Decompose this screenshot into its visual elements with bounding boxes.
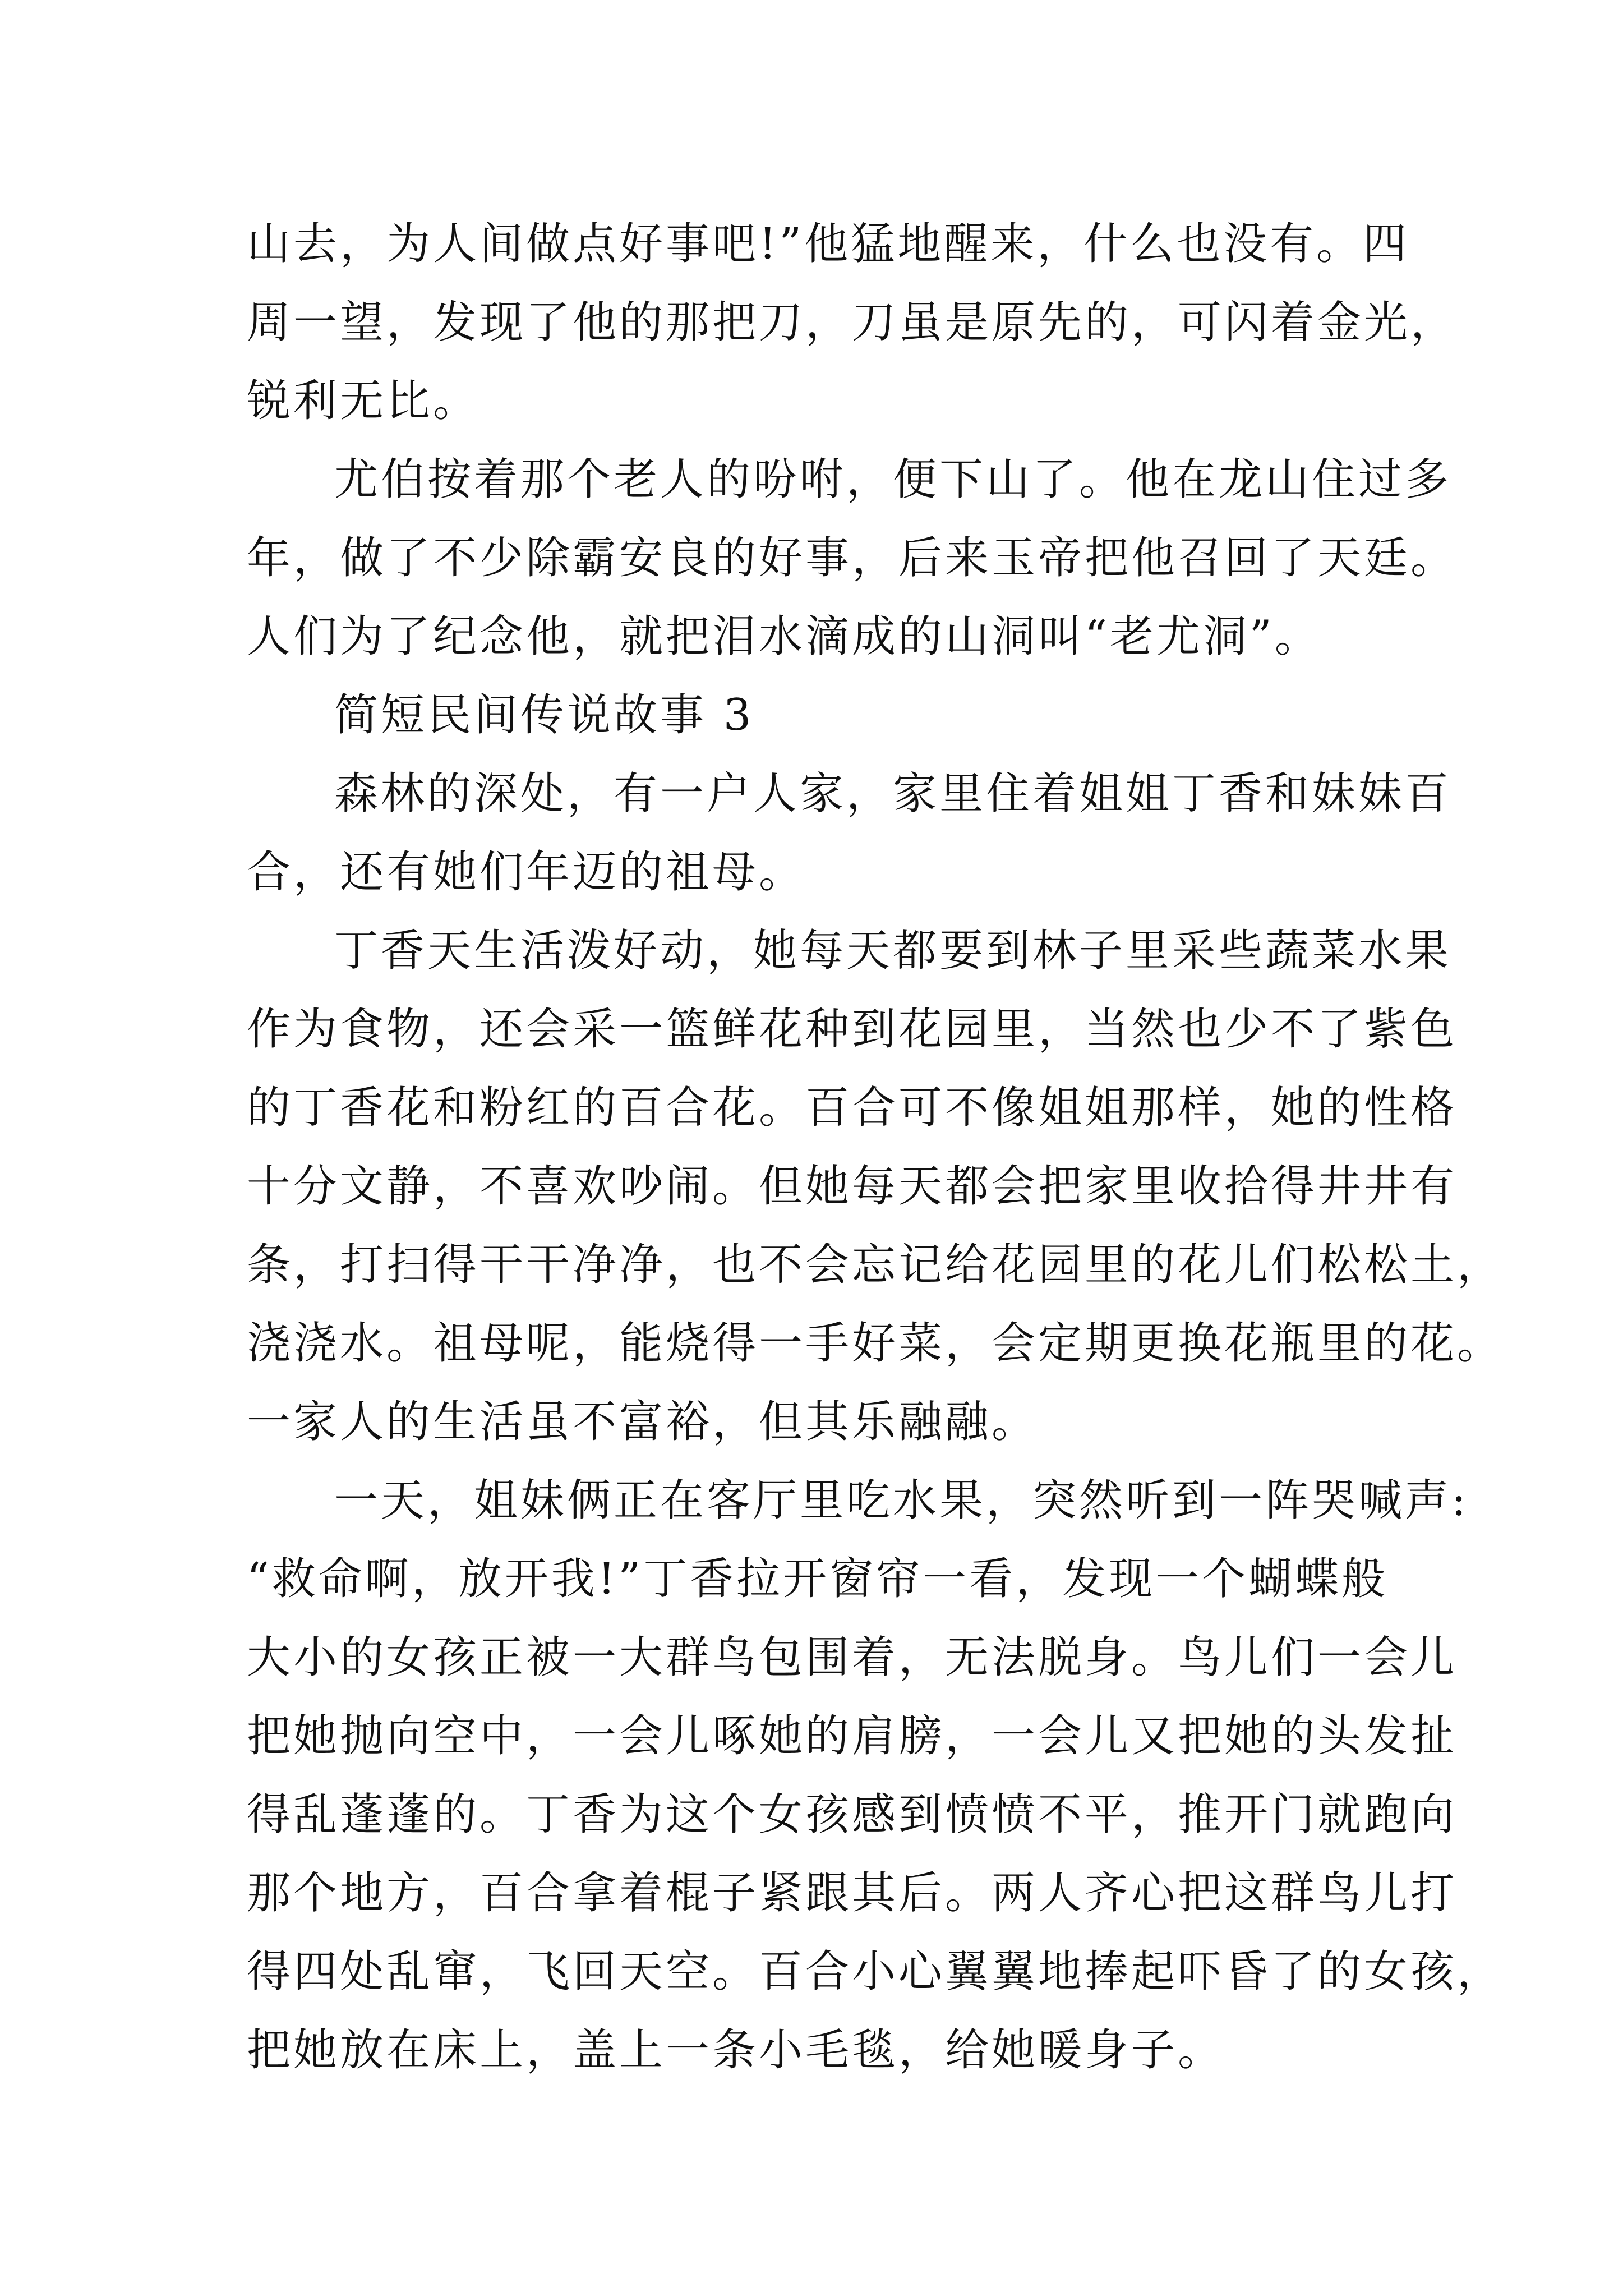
text-line: 把她抛向空中，一会儿啄她的肩膀，一会儿又把她的头发扯 <box>247 1711 1458 1761</box>
text-line: 十分文静，不喜欢吵闹。但她每天都会把家里收拾得井井有 <box>247 1161 1458 1212</box>
text-line: 那个地方，百合拿着棍子紧跟其后。两人齐心把这群鸟儿打 <box>247 1868 1458 1918</box>
section-heading: 简短民间传说故事 3 <box>334 690 754 740</box>
text-line: 合，还有她们年迈的祖母。 <box>247 847 806 898</box>
text-line: 大小的女孩正被一大群鸟包围着，无法脱身。鸟儿们一会儿 <box>247 1632 1458 1683</box>
text-line: 条，打扫得干干净净，也不会忘记给花园里的花儿们松松土， <box>247 1240 1504 1290</box>
text-line: 人们为了纪念他，就把泪水滴成的山洞叫“老尤洞”。 <box>247 611 1321 662</box>
text-line: 把她放在床上，盖上一条小毛毯，给她暖身子。 <box>247 2025 1225 2076</box>
text-line: 周一望，发现了他的那把刀，刀虽是原先的，可闪着金光， <box>247 297 1458 348</box>
text-line: 山去，为人间做点好事吧!”他猛地醒来，什么也没有。四 <box>247 219 1410 269</box>
text-line: 一家人的生活虽不富裕，但其乐融融。 <box>247 1397 1039 1447</box>
text-line: 得四处乱窜，飞回天空。百合小心翼翼地捧起吓昏了的女孩， <box>247 1947 1504 1997</box>
text-line: “救命啊，放开我!”丁香拉开窗帘一看，发现一个蝴蝶般 <box>247 1554 1389 1604</box>
text-line: 得乱蓬蓬的。丁香为这个女孩感到愤愤不平，推开门就跑向 <box>247 1789 1458 1840</box>
text-line: 锐利无比。 <box>247 376 480 426</box>
text-line: 尤伯按着那个老人的吩咐，便下山了。他在龙山住过多 <box>334 454 1452 505</box>
text-line: 作为食物，还会采一篮鲜花种到花园里，当然也少不了紫色 <box>247 1004 1458 1055</box>
text-line: 一天，姐妹俩正在客厅里吃水果，突然听到一阵哭喊声: <box>334 1475 1469 1526</box>
text-line: 森林的深处，有一户人家，家里住着姐姐丁香和妹妹百 <box>334 769 1452 819</box>
text-line: 丁香天生活泼好动，她每天都要到林子里采些蔬菜水果 <box>334 926 1452 976</box>
text-line: 浇浇水。祖母呢，能烧得一手好菜，会定期更换花瓶里的花。 <box>247 1318 1504 1369</box>
text-line: 的丁香花和粉红的百合花。百合可不像姐姐那样，她的性格 <box>247 1083 1458 1133</box>
text-line: 年，做了不少除霸安良的好事，后来玉帝把他召回了天廷。 <box>247 533 1458 583</box>
